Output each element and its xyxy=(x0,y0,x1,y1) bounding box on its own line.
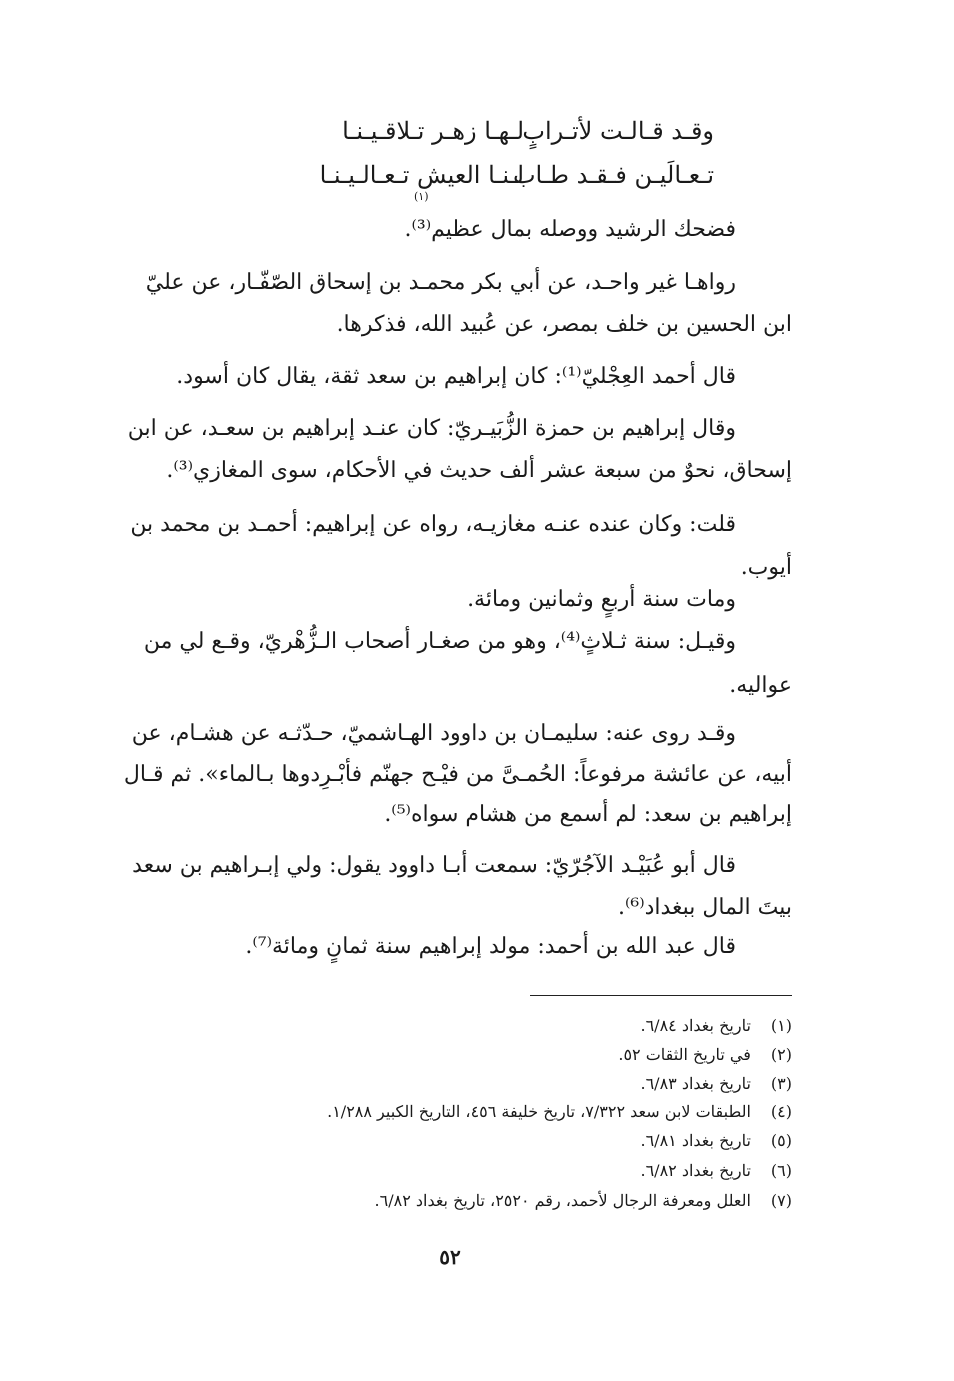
footnote-6 xyxy=(640,1160,792,1182)
verse-line-2-right: تـعـالَيـن فـقـد طـاب xyxy=(512,161,714,189)
footnote-4 xyxy=(327,1101,792,1123)
paragraph-line-5: وقال إبراهيم بن حمزة الزُّبَيـريّ: كان عنـد إبراهيم بن سعـد، عن ابن xyxy=(127,416,736,441)
paragraph-line-17: قال عبد الله بن أحمد: مولد إبراهيم سنة ثمانٍ ومائة⁽⁷⁾. xyxy=(245,934,736,959)
footnote-text: تاريخ بغداد ٦/٨١. xyxy=(640,1131,751,1150)
paragraph-line-8: أيوب. xyxy=(740,555,792,580)
paragraph-line-4: قال أحمد العِجْليّ⁽¹⁾: كان إبراهيم بن سعد ثقة، يقال كان أسود. xyxy=(176,364,736,389)
footnote-text: الطبقات لابن سعد ٧/٣٢٢، تاريخ خليفة ٤٥٦، التاريخ الكبير ١/٢٨٨. xyxy=(327,1102,751,1121)
paragraph-line-14: إبراهيم بن سعد: لم أسمع من هشام سواه⁽⁵⁾. xyxy=(384,802,792,827)
paragraph-line-2: رواهـا غير واحـد، عن أبي بكر محمـد بن إسحاق الصّفّـار، عن عليّ xyxy=(145,270,736,295)
paragraph-line-6: إسحاق، نحوٌ من سبعة عشر ألف حديث في الأحكام، سوى المغازي⁽³⁾. xyxy=(166,458,792,483)
footnote-1 xyxy=(640,1015,792,1037)
verse-line-2-left: لـنـا العيش تـعـالـيـنـا xyxy=(319,161,524,189)
paragraph-line-15: قال أبو عُبَيْـد الآجُرّيّ: سمعت أبـا داوود يقول: ولي إبـراهيم بن سعد xyxy=(132,853,736,878)
footnote-number: (٥) xyxy=(770,1131,792,1150)
paragraph-line-10: وقيـل: سنة ثـلاثٍ⁽⁴⁾، وهو من صغـار أصحاب الـزُّهْريّ، وقـع لي من xyxy=(143,629,736,654)
paragraph-line-7: قلت: وكان عنده عنـه مغازيـه، رواه عن إبراهيم: أحمـد بن محمد بن xyxy=(130,512,736,537)
footnote-number: (٣) xyxy=(770,1074,792,1093)
footnote-5 xyxy=(640,1130,792,1152)
footnote-number: (٢) xyxy=(770,1045,792,1064)
footnote-text: تاريخ بغداد ٦/٨٣. xyxy=(640,1074,751,1093)
paragraph-line-3: ابن الحسين بن خلف بمصر، عن عُبيد الله، فذكرها. xyxy=(336,312,792,337)
footnote-separator xyxy=(530,995,792,996)
footnote-number: (٧) xyxy=(770,1191,792,1210)
footnote-text: تاريخ بغداد ٦/٨٤. xyxy=(640,1016,751,1035)
paragraph-line-9: ومات سنة أربعٍ وثمانين ومائة. xyxy=(467,587,736,612)
page-number: ٥٢ xyxy=(439,1245,461,1269)
footnote-text: العلل ومعرفة الرجال لأحمد، رقم ٢٥٢٠، تاريخ بغداد ٦/٨٢. xyxy=(374,1191,751,1210)
verse-line-1-left: لـهـا زهـر تـلاقـيـنـا xyxy=(342,117,524,145)
footnote-number: (٤) xyxy=(770,1102,792,1121)
footnote-text: في تاريخ الثقات ٥٢. xyxy=(618,1045,751,1064)
footnote-7 xyxy=(375,1190,792,1212)
paragraph-line-16: بيتَ المال ببغداد⁽⁶⁾. xyxy=(617,895,792,920)
footnote-number: (١) xyxy=(770,1016,792,1035)
paragraph-line-1: فضحك الرشيد ووصله بمال عظيم⁽³⁾. xyxy=(404,217,736,242)
paragraph-line-13: أبيه، عن عائشة مرفوعاً: الحُمـىَّ من فيْـح جهنّم فأبْـرِدوها بـالماء». ثم قـال xyxy=(123,762,792,787)
verse-footnote-marker: (١) xyxy=(414,190,429,203)
footnote-2 xyxy=(618,1044,792,1066)
footnote-text: تاريخ بغداد ٦/٨٢. xyxy=(640,1161,751,1180)
paragraph-line-12: وقـد روى عنه: سليمـان بن داوود الهـاشميّ، حـدّثـه عن هشـام، عن xyxy=(131,721,736,746)
verse-line-1-right: وقـد قـالـت لأتـرابٍ xyxy=(522,117,714,145)
footnote-number: (٦) xyxy=(770,1161,792,1180)
paragraph-line-11: عواليه. xyxy=(729,673,792,698)
footnote-3 xyxy=(640,1073,792,1095)
